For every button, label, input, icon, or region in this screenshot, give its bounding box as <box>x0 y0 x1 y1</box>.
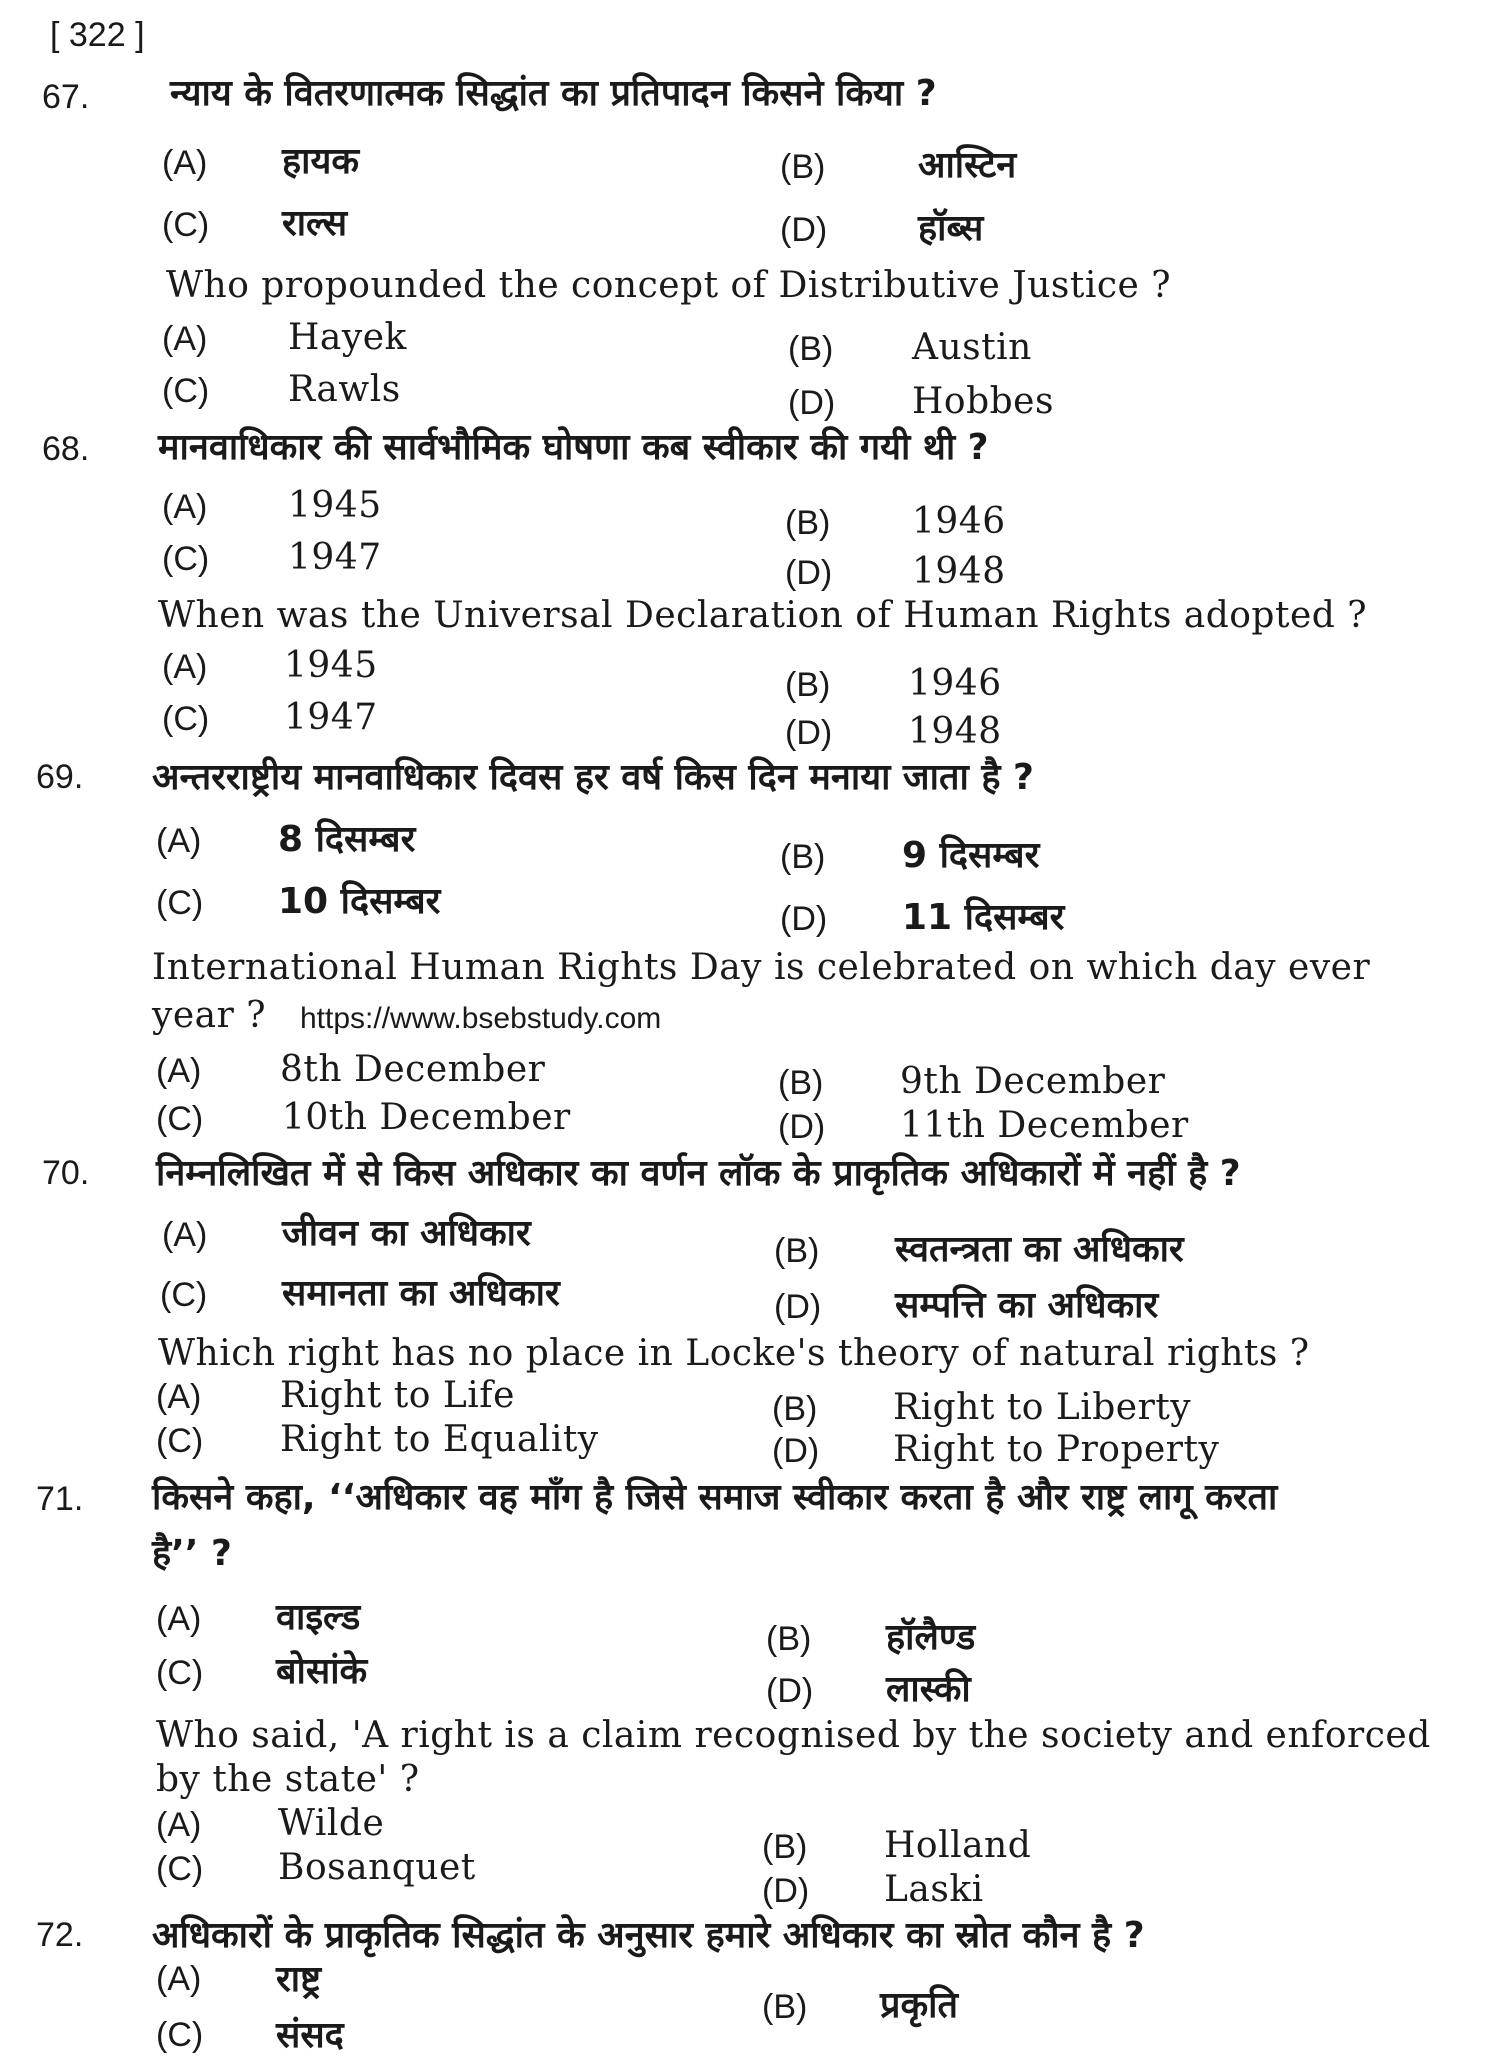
question-text-english: Who propounded the concept of Distributive Justice ? <box>166 265 1172 306</box>
question-number: 68. <box>42 430 90 468</box>
option-text: 1948 <box>908 711 1002 752</box>
option-text: 8th December <box>280 1049 546 1090</box>
option-text: Rawls <box>288 369 401 410</box>
question-text-hindi: मानवाधिकार की सार्वभौमिक घोषणा कब स्वीकार की गयी थी ? <box>158 427 989 468</box>
option-text: आस्टिन <box>918 145 1017 186</box>
question-text-hindi: निम्नलिखित में से किस अधिकार का वर्णन लॉक के प्राकृतिक अधिकारों में नहीं है ? <box>156 1153 1241 1194</box>
question-text-english-cont: year ? <box>152 995 267 1036</box>
question-number: 71. <box>36 1480 84 1518</box>
option-label: (B) <box>778 1064 824 1102</box>
option-text: 9th December <box>900 1061 1166 1102</box>
question-number: 72. <box>36 1916 84 1954</box>
option-text: Austin <box>912 327 1032 368</box>
option-label: (A) <box>156 1960 202 1998</box>
option-label: (C) <box>156 1654 204 1692</box>
question-text-english-cont: by the state' ? <box>156 1759 420 1800</box>
option-label: (B) <box>774 1232 820 1270</box>
option-text: राल्स <box>282 203 348 244</box>
option-label: (D) <box>774 1288 822 1326</box>
option-text: 9 दिसम्बर <box>902 835 1040 876</box>
option-label: (A) <box>156 822 202 860</box>
question-number: 69. <box>36 758 84 796</box>
option-text: बोसांके <box>276 1651 368 1692</box>
option-text: 1945 <box>284 645 378 686</box>
option-label: (D) <box>780 211 828 249</box>
option-label: (B) <box>780 148 826 186</box>
option-label: (D) <box>772 1432 820 1470</box>
question-text-english: Which right has no place in Locke's theory of natural rights ? <box>158 1333 1310 1374</box>
option-text: Bosanquet <box>278 1847 476 1888</box>
option-text: 11 दिसम्बर <box>902 897 1065 938</box>
question-text-hindi: अधिकारों के प्राकृतिक सिद्धांत के अनुसार हमारे अधिकार का स्रोत कौन है ? <box>152 1915 1145 1956</box>
option-label: (D) <box>766 1672 814 1710</box>
option-label: (C) <box>156 884 204 922</box>
option-text: जीवन का अधिकार <box>282 1213 531 1254</box>
option-label: (A) <box>162 488 208 526</box>
option-label: (B) <box>785 504 831 542</box>
option-label: (B) <box>788 330 834 368</box>
option-text: 1948 <box>912 551 1006 592</box>
option-label: (D) <box>780 900 828 938</box>
option-text: Hayek <box>288 317 407 358</box>
option-label: (A) <box>156 1052 202 1090</box>
option-text: 8 दिसम्बर <box>278 819 416 860</box>
option-text: 1947 <box>288 537 382 578</box>
option-label: (A) <box>162 648 208 686</box>
option-text: Right to Life <box>280 1375 515 1416</box>
option-text: प्रकृति <box>880 1985 958 2026</box>
question-number: 70. <box>42 1154 90 1192</box>
option-text: हॉब्स <box>918 208 984 249</box>
option-text: समानता का अधिकार <box>282 1273 560 1314</box>
option-text: राष्ट्र <box>276 1959 322 2000</box>
option-label: (A) <box>162 144 208 182</box>
option-label: (C) <box>162 700 210 738</box>
option-label: (D) <box>785 714 833 752</box>
option-label: (A) <box>156 1378 202 1416</box>
option-label: (D) <box>762 1872 810 1910</box>
question-text-hindi: न्याय के वितरणात्मक सिद्धांत का प्रतिपादन किसने किया ? <box>170 73 937 114</box>
question-text-hindi: किसने कहा, ‘‘अधिकार वह माँग है जिसे समाज स्वीकार करता है और राष्ट्र लागू करता <box>152 1477 1278 1518</box>
option-label: (A) <box>156 1806 202 1844</box>
option-label: (D) <box>785 554 833 592</box>
option-text: संसद <box>276 2015 344 2056</box>
option-label: (B) <box>762 1988 808 2026</box>
option-label: (C) <box>156 1422 204 1460</box>
question-text-english: International Human Rights Day is celebrated on which day ever <box>152 947 1371 988</box>
option-text: Holland <box>884 1825 1032 1866</box>
option-label: (B) <box>772 1390 818 1428</box>
option-text: स्वतन्त्रता का अधिकार <box>895 1229 1184 1270</box>
option-text: हॉलैण्ड <box>886 1617 976 1658</box>
option-label: (C) <box>162 372 210 410</box>
option-label: (B) <box>766 1620 812 1658</box>
option-text: सम्पत्ति का अधिकार <box>895 1285 1159 1326</box>
option-text: 1945 <box>288 485 382 526</box>
question-text-hindi-cont: है’’ ? <box>152 1533 232 1574</box>
option-text: लास्की <box>886 1669 971 1710</box>
option-text: 10 दिसम्बर <box>278 881 441 922</box>
option-text: Right to Property <box>893 1429 1220 1470</box>
option-label: (B) <box>785 666 831 704</box>
option-label: (D) <box>788 384 836 422</box>
option-text: 11th December <box>900 1105 1189 1146</box>
option-text: 1946 <box>908 663 1002 704</box>
question-text-hindi: अन्तरराष्ट्रीय मानवाधिकार दिवस हर वर्ष किस दिन मनाया जाता है ? <box>152 757 1034 798</box>
option-label: (A) <box>162 320 208 358</box>
option-label: (B) <box>762 1828 808 1866</box>
option-label: (C) <box>156 1100 204 1138</box>
option-text: वाइल्ड <box>276 1597 361 1638</box>
question-number: 67. <box>42 78 90 116</box>
option-label: (C) <box>162 540 210 578</box>
question-text-english: When was the Universal Declaration of Human Rights adopted ? <box>158 595 1368 636</box>
option-label: (B) <box>780 838 826 876</box>
option-label: (A) <box>162 1216 208 1254</box>
option-label: (C) <box>162 206 210 244</box>
question-text-english: Who said, 'A right is a claim recognised by the society and enforced <box>156 1715 1431 1756</box>
option-text: 10th December <box>282 1097 571 1138</box>
option-label: (D) <box>778 1108 826 1146</box>
option-text: Laski <box>884 1869 984 1910</box>
option-text: Right to Equality <box>280 1419 599 1460</box>
option-text: हायक <box>282 141 359 182</box>
option-label: (C) <box>156 2016 204 2054</box>
option-label: (A) <box>156 1600 202 1638</box>
option-text: 1946 <box>912 501 1006 542</box>
option-text: 1947 <box>284 697 378 738</box>
option-label: (C) <box>156 1850 204 1888</box>
page-number: [ 322 ] <box>50 16 145 54</box>
option-text: Hobbes <box>912 381 1054 422</box>
watermark-url-link[interactable]: https://www.bsebstudy.com <box>300 1002 662 1035</box>
option-text: Right to Liberty <box>893 1387 1192 1428</box>
option-text: Wilde <box>278 1803 385 1844</box>
option-label: (C) <box>160 1276 208 1314</box>
